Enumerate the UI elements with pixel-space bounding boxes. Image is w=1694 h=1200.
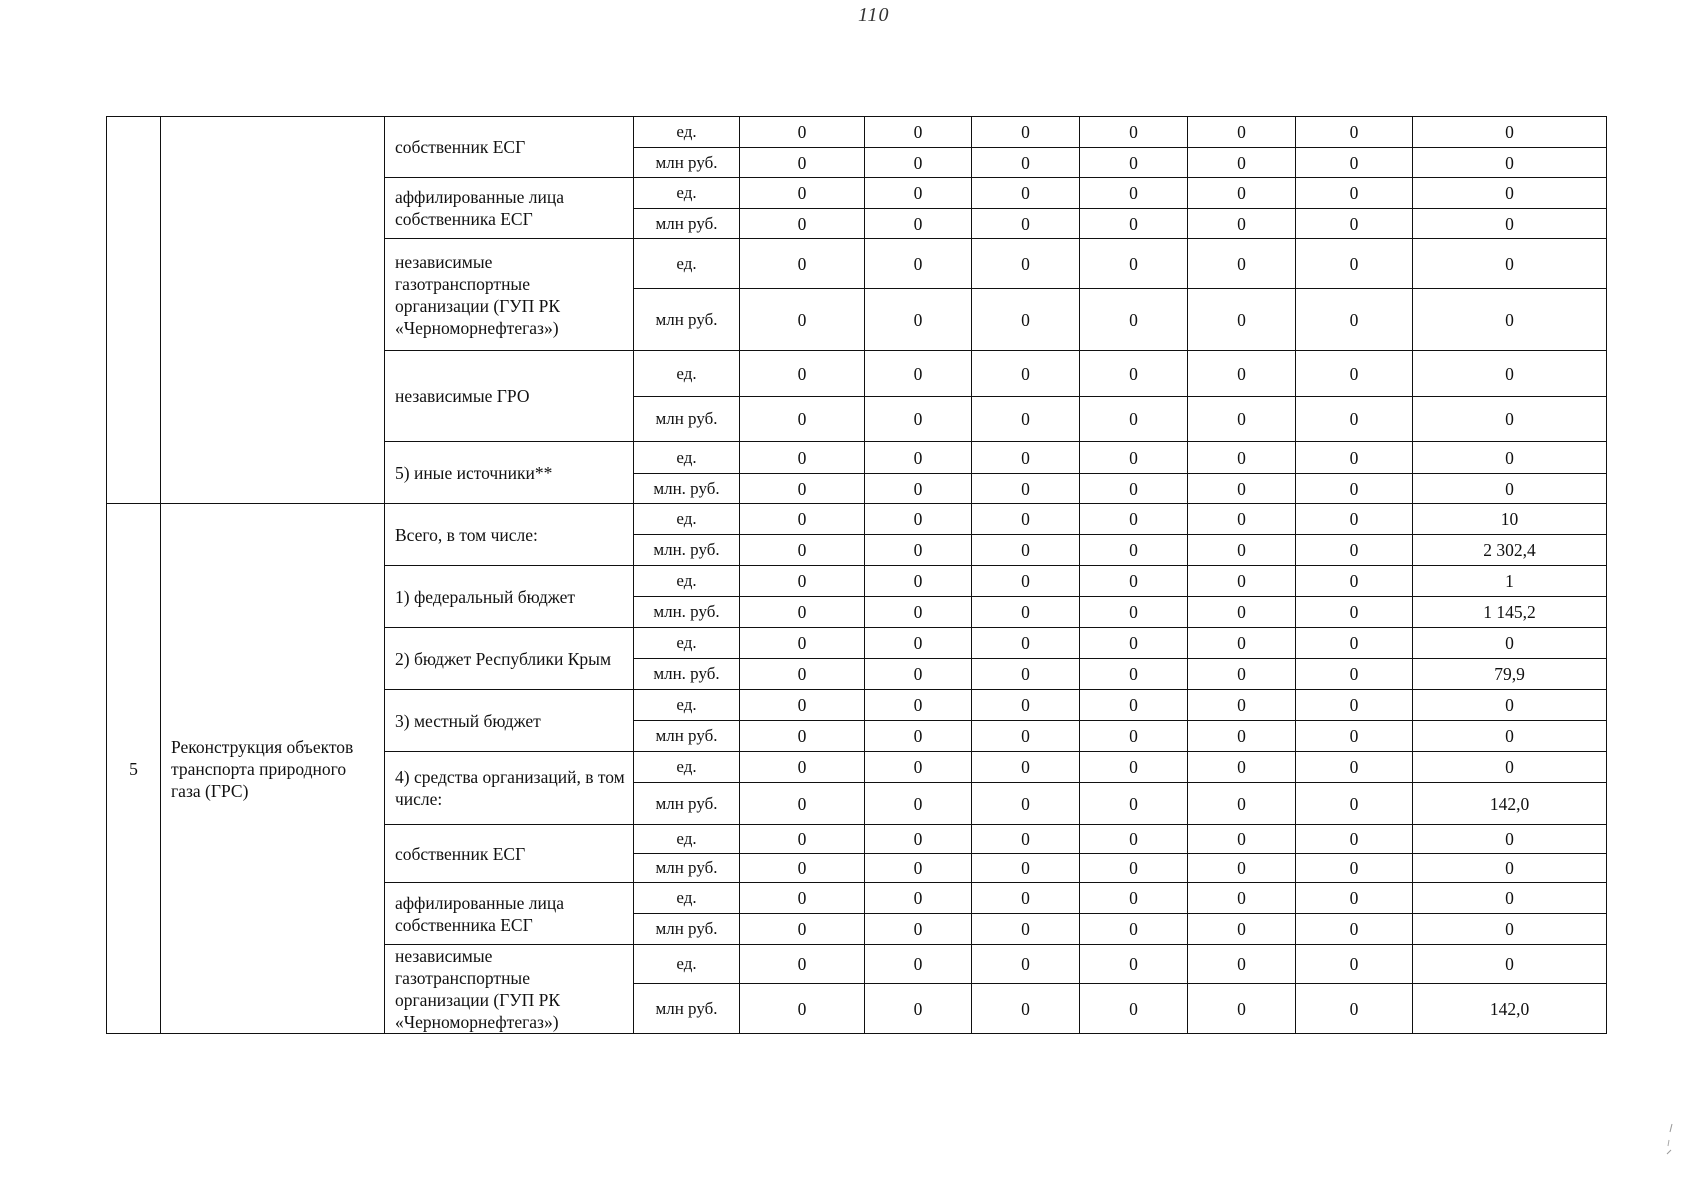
value-cell: 0 — [740, 209, 865, 239]
value-cell: 0 — [1188, 239, 1296, 289]
funding-source: 4) средства организаций, в том числе: — [385, 752, 634, 825]
value-cell: 0 — [1413, 883, 1607, 914]
value-cell: 0 — [1188, 209, 1296, 239]
value-cell: 0 — [1413, 854, 1607, 883]
value-cell: 0 — [740, 474, 865, 504]
value-cell: 0 — [1080, 178, 1188, 209]
value-cell: 0 — [1188, 474, 1296, 504]
funding-source: 5) иные источники** — [385, 442, 634, 504]
value-cell: 0 — [972, 597, 1080, 628]
value-cell: 0 — [740, 628, 865, 659]
value-cell: 0 — [1296, 148, 1413, 178]
value-cell: 0 — [1413, 289, 1607, 351]
value-cell: 0 — [865, 535, 972, 566]
value-cell: 0 — [740, 752, 865, 783]
value-cell: 0 — [1080, 825, 1188, 854]
value-cell: 0 — [1188, 178, 1296, 209]
value-cell: 0 — [1188, 783, 1296, 825]
unit-cell: ед. — [634, 752, 740, 783]
value-cell: 0 — [972, 442, 1080, 474]
value-cell: 79,9 — [1413, 659, 1607, 690]
funding-source: собственник ЕСГ — [385, 117, 634, 178]
value-cell: 0 — [1188, 566, 1296, 597]
value-cell: 0 — [865, 628, 972, 659]
value-cell: 0 — [1296, 783, 1413, 825]
funding-source: собственник ЕСГ — [385, 825, 634, 883]
value-cell: 0 — [1080, 854, 1188, 883]
value-cell: 0 — [1413, 148, 1607, 178]
value-cell: 0 — [1080, 289, 1188, 351]
object-name — [161, 117, 385, 504]
table-body — [107, 117, 1607, 1034]
scan-artifact — [1666, 1122, 1674, 1156]
value-cell: 0 — [865, 721, 972, 752]
value-cell: 0 — [972, 397, 1080, 442]
value-cell: 0 — [1080, 474, 1188, 504]
value-cell: 0 — [740, 690, 865, 721]
table-row — [107, 504, 1607, 535]
value-cell: 0 — [865, 351, 972, 397]
value-cell: 0 — [865, 209, 972, 239]
value-cell: 0 — [1296, 984, 1413, 1034]
value-cell: 0 — [1296, 945, 1413, 984]
value-cell: 0 — [865, 566, 972, 597]
value-cell: 0 — [865, 783, 972, 825]
value-cell: 0 — [740, 289, 865, 351]
unit-cell: млн руб. — [634, 721, 740, 752]
value-cell: 1 145,2 — [1413, 597, 1607, 628]
value-cell: 0 — [1080, 945, 1188, 984]
unit-cell: млн. руб. — [634, 597, 740, 628]
unit-cell: млн руб. — [634, 209, 740, 239]
value-cell: 0 — [1296, 854, 1413, 883]
value-cell: 0 — [1296, 659, 1413, 690]
value-cell: 0 — [865, 914, 972, 945]
unit-cell: млн руб. — [634, 783, 740, 825]
value-cell: 0 — [865, 883, 972, 914]
value-cell: 0 — [1296, 504, 1413, 535]
value-cell: 0 — [1188, 442, 1296, 474]
value-cell: 0 — [972, 351, 1080, 397]
value-cell: 0 — [1188, 659, 1296, 690]
value-cell: 0 — [740, 239, 865, 289]
value-cell: 0 — [1296, 825, 1413, 854]
value-cell: 0 — [740, 659, 865, 690]
value-cell: 0 — [1080, 659, 1188, 690]
value-cell: 0 — [865, 945, 972, 984]
value-cell: 0 — [740, 351, 865, 397]
value-cell: 0 — [1188, 397, 1296, 442]
value-cell: 0 — [1413, 178, 1607, 209]
unit-cell: ед. — [634, 351, 740, 397]
unit-cell: ед. — [634, 442, 740, 474]
value-cell: 0 — [740, 597, 865, 628]
value-cell: 0 — [972, 535, 1080, 566]
row-number — [107, 117, 161, 504]
unit-cell: млн руб. — [634, 148, 740, 178]
unit-cell: млн. руб. — [634, 659, 740, 690]
value-cell: 0 — [1296, 239, 1413, 289]
value-cell: 0 — [740, 854, 865, 883]
value-cell: 0 — [1296, 597, 1413, 628]
investment-table — [106, 116, 1607, 1034]
table-row — [107, 117, 1607, 148]
value-cell: 0 — [972, 566, 1080, 597]
value-cell: 1 — [1413, 566, 1607, 597]
object-name: Реконструкция объектов транспорта природного газа (ГРС) — [161, 504, 385, 1034]
value-cell: 0 — [1188, 914, 1296, 945]
value-cell: 0 — [865, 442, 972, 474]
value-cell: 0 — [972, 721, 1080, 752]
value-cell: 0 — [865, 117, 972, 148]
value-cell: 0 — [1080, 597, 1188, 628]
value-cell: 0 — [1296, 289, 1413, 351]
unit-cell: ед. — [634, 566, 740, 597]
value-cell: 0 — [865, 239, 972, 289]
value-cell: 0 — [1296, 535, 1413, 566]
value-cell: 0 — [972, 914, 1080, 945]
value-cell: 0 — [1296, 397, 1413, 442]
value-cell: 0 — [740, 783, 865, 825]
value-cell: 10 — [1413, 504, 1607, 535]
funding-source: аффилированные лица собственника ЕСГ — [385, 178, 634, 239]
unit-cell: ед. — [634, 825, 740, 854]
value-cell: 0 — [1188, 351, 1296, 397]
funding-source: Всего, в том числе: — [385, 504, 634, 566]
value-cell: 0 — [740, 504, 865, 535]
funding-source: независимые газотранспортные организации (ГУП РК «Черноморнефтегаз») — [385, 239, 634, 351]
value-cell: 0 — [1296, 209, 1413, 239]
value-cell: 0 — [1296, 690, 1413, 721]
value-cell: 0 — [1080, 984, 1188, 1034]
value-cell: 0 — [1413, 117, 1607, 148]
value-cell: 0 — [1296, 442, 1413, 474]
value-cell: 0 — [1413, 397, 1607, 442]
value-cell: 0 — [1413, 474, 1607, 504]
value-cell: 0 — [1413, 209, 1607, 239]
value-cell: 0 — [865, 659, 972, 690]
value-cell: 0 — [972, 117, 1080, 148]
value-cell: 142,0 — [1413, 783, 1607, 825]
value-cell: 0 — [1296, 883, 1413, 914]
value-cell: 0 — [1188, 289, 1296, 351]
unit-cell: млн руб. — [634, 914, 740, 945]
value-cell: 0 — [1413, 945, 1607, 984]
value-cell: 0 — [865, 752, 972, 783]
value-cell: 0 — [865, 825, 972, 854]
value-cell: 0 — [865, 148, 972, 178]
value-cell: 0 — [1080, 442, 1188, 474]
value-cell: 0 — [865, 690, 972, 721]
value-cell: 0 — [865, 597, 972, 628]
value-cell: 0 — [1080, 883, 1188, 914]
value-cell: 0 — [865, 397, 972, 442]
value-cell: 0 — [1188, 854, 1296, 883]
unit-cell: ед. — [634, 690, 740, 721]
unit-cell: млн руб. — [634, 984, 740, 1034]
funding-source: независимые ГРО — [385, 351, 634, 442]
funding-source: 3) местный бюджет — [385, 690, 634, 752]
value-cell: 0 — [865, 289, 972, 351]
value-cell: 0 — [1413, 442, 1607, 474]
funding-source: аффилированные лица собственника ЕСГ — [385, 883, 634, 945]
value-cell: 0 — [865, 854, 972, 883]
value-cell: 0 — [972, 178, 1080, 209]
unit-cell: млн. руб. — [634, 535, 740, 566]
value-cell: 0 — [972, 854, 1080, 883]
value-cell: 0 — [740, 148, 865, 178]
value-cell: 0 — [1080, 504, 1188, 535]
value-cell: 0 — [1188, 825, 1296, 854]
value-cell: 0 — [1188, 945, 1296, 984]
value-cell: 0 — [1413, 351, 1607, 397]
value-cell: 0 — [972, 825, 1080, 854]
unit-cell: ед. — [634, 239, 740, 289]
value-cell: 0 — [972, 752, 1080, 783]
value-cell: 0 — [1080, 535, 1188, 566]
value-cell: 0 — [740, 883, 865, 914]
unit-cell: ед. — [634, 117, 740, 148]
unit-cell: млн руб. — [634, 854, 740, 883]
unit-cell: ед. — [634, 178, 740, 209]
value-cell: 0 — [1080, 566, 1188, 597]
row-number: 5 — [107, 504, 161, 1034]
value-cell: 0 — [1080, 752, 1188, 783]
funding-source: 2) бюджет Республики Крым — [385, 628, 634, 690]
value-cell: 0 — [1296, 721, 1413, 752]
value-cell: 0 — [972, 148, 1080, 178]
value-cell: 0 — [1080, 148, 1188, 178]
value-cell: 0 — [740, 117, 865, 148]
value-cell: 0 — [1413, 721, 1607, 752]
value-cell: 0 — [1413, 825, 1607, 854]
value-cell: 0 — [1296, 117, 1413, 148]
value-cell: 0 — [1296, 566, 1413, 597]
value-cell: 0 — [972, 883, 1080, 914]
value-cell: 0 — [1296, 628, 1413, 659]
unit-cell: млн руб. — [634, 289, 740, 351]
value-cell: 0 — [1188, 984, 1296, 1034]
value-cell: 0 — [1080, 690, 1188, 721]
value-cell: 0 — [1080, 721, 1188, 752]
value-cell: 0 — [865, 178, 972, 209]
value-cell: 0 — [1188, 883, 1296, 914]
value-cell: 0 — [972, 945, 1080, 984]
unit-cell: ед. — [634, 628, 740, 659]
page-number: 110 — [858, 4, 890, 26]
value-cell: 0 — [1413, 690, 1607, 721]
value-cell: 0 — [1188, 504, 1296, 535]
value-cell: 0 — [740, 984, 865, 1034]
value-cell: 0 — [740, 825, 865, 854]
value-cell: 0 — [740, 442, 865, 474]
value-cell: 0 — [740, 945, 865, 984]
value-cell: 0 — [972, 659, 1080, 690]
value-cell: 0 — [1188, 721, 1296, 752]
value-cell: 0 — [1080, 628, 1188, 659]
value-cell: 0 — [1296, 474, 1413, 504]
value-cell: 0 — [1413, 914, 1607, 945]
value-cell: 0 — [972, 783, 1080, 825]
value-cell: 0 — [740, 914, 865, 945]
value-cell: 0 — [1413, 752, 1607, 783]
value-cell: 0 — [1413, 239, 1607, 289]
funding-source: 1) федеральный бюджет — [385, 566, 634, 628]
value-cell: 0 — [1188, 752, 1296, 783]
value-cell: 0 — [972, 504, 1080, 535]
value-cell: 0 — [1188, 628, 1296, 659]
value-cell: 142,0 — [1413, 984, 1607, 1034]
value-cell: 0 — [1188, 690, 1296, 721]
value-cell: 0 — [972, 690, 1080, 721]
value-cell: 0 — [972, 474, 1080, 504]
value-cell: 0 — [1413, 628, 1607, 659]
value-cell: 0 — [740, 566, 865, 597]
value-cell: 0 — [1080, 351, 1188, 397]
unit-cell: млн руб. — [634, 397, 740, 442]
value-cell: 0 — [1188, 597, 1296, 628]
value-cell: 0 — [972, 239, 1080, 289]
value-cell: 0 — [865, 474, 972, 504]
unit-cell: ед. — [634, 883, 740, 914]
unit-cell: ед. — [634, 504, 740, 535]
value-cell: 0 — [1296, 351, 1413, 397]
funding-source: независимые газотранспортные организации (ГУП РК «Черноморнефтегаз») — [385, 945, 634, 1034]
unit-cell: млн. руб. — [634, 474, 740, 504]
value-cell: 0 — [1080, 783, 1188, 825]
value-cell: 0 — [1080, 397, 1188, 442]
value-cell: 0 — [1188, 117, 1296, 148]
value-cell: 0 — [1188, 148, 1296, 178]
value-cell: 0 — [972, 289, 1080, 351]
value-cell: 0 — [972, 984, 1080, 1034]
value-cell: 0 — [740, 397, 865, 442]
value-cell: 2 302,4 — [1413, 535, 1607, 566]
value-cell: 0 — [1080, 209, 1188, 239]
value-cell: 0 — [1296, 752, 1413, 783]
value-cell: 0 — [1296, 178, 1413, 209]
value-cell: 0 — [972, 628, 1080, 659]
value-cell: 0 — [740, 178, 865, 209]
value-cell: 0 — [1188, 535, 1296, 566]
value-cell: 0 — [1080, 117, 1188, 148]
value-cell: 0 — [972, 209, 1080, 239]
value-cell: 0 — [865, 984, 972, 1034]
value-cell: 0 — [1080, 914, 1188, 945]
value-cell: 0 — [1296, 914, 1413, 945]
value-cell: 0 — [740, 721, 865, 752]
value-cell: 0 — [1080, 239, 1188, 289]
unit-cell: ед. — [634, 945, 740, 984]
value-cell: 0 — [740, 535, 865, 566]
value-cell: 0 — [865, 504, 972, 535]
